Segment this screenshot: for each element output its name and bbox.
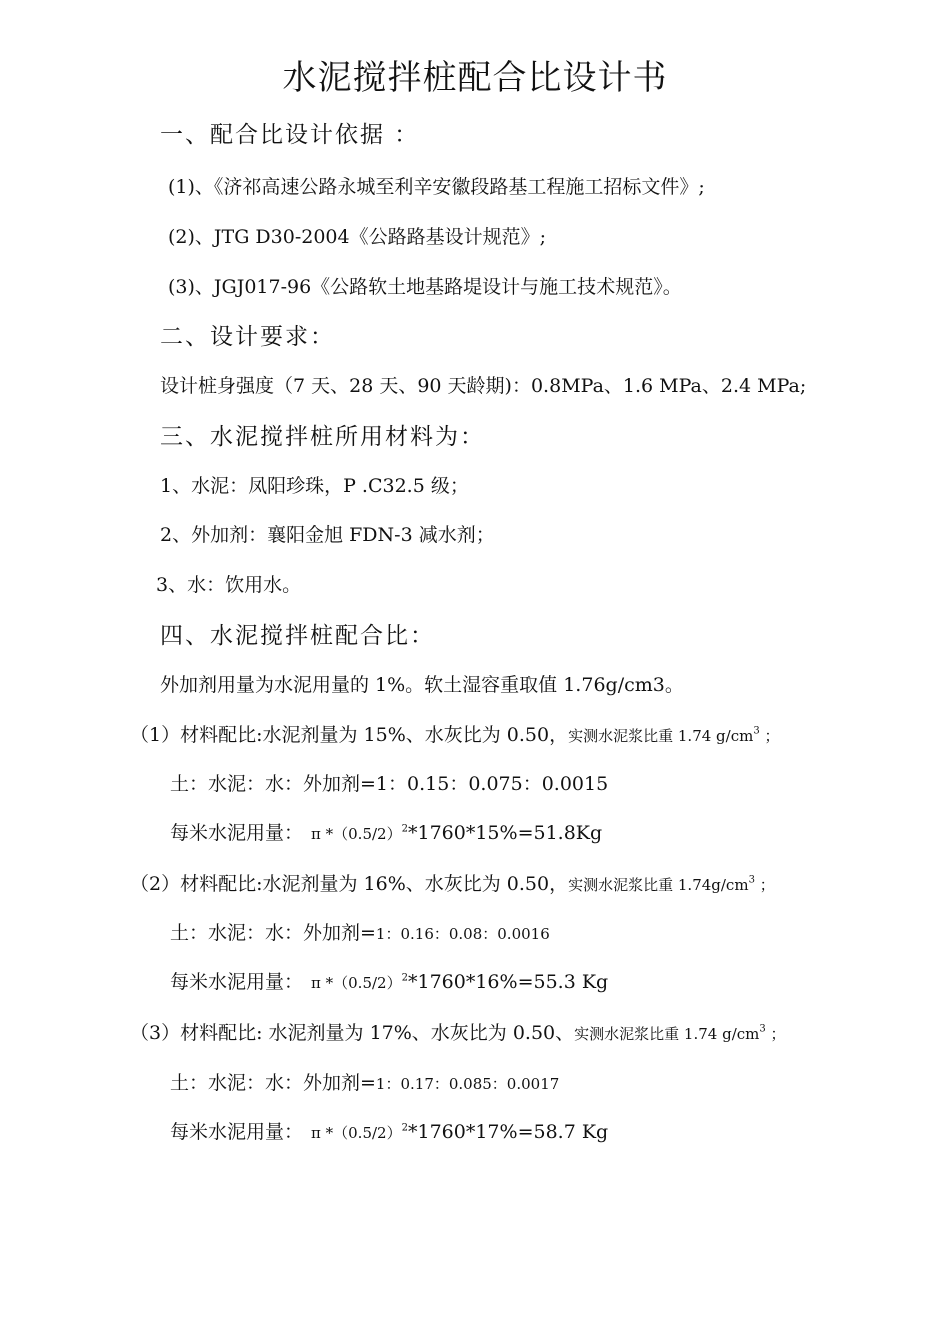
mix-3-density-note: 实测水泥浆比重 1.74 g/cm	[574, 1025, 760, 1043]
mix-3-cement-sup: 2	[401, 1122, 408, 1134]
mix-1-cement-label: 每米水泥用量：	[170, 822, 304, 844]
mix-3-spec-main: （3）材料配比: 水泥剂量为 17%、水灰比为 0.50、	[130, 1022, 575, 1044]
mix-3-ratio-value: 1：0.17：0.085：0.0017	[375, 1075, 560, 1093]
section-2-heading: 二、设计要求：	[160, 324, 335, 350]
mix-3-spec	[130, 1018, 786, 1045]
mix-2-spec-main: （2）材料配比:水泥剂量为 16%、水灰比为 0.50，	[130, 873, 569, 895]
mix-1-density-note: 实测水泥浆比重 1.74 g/cm	[568, 727, 754, 745]
mix-1-cement-sup: 2	[401, 823, 408, 835]
material-water: 3、水：饮用水。	[156, 574, 302, 596]
mix-1-spec-end: ；	[759, 727, 780, 745]
mix-2-ratio-label: 土：水泥：水：外加剂=	[170, 922, 376, 944]
mix-3-density-sup: 3	[759, 1023, 766, 1035]
mix-2-density-note: 实测水泥浆比重 1.74g/cm	[568, 876, 749, 894]
admixture-intro: 外加剂用量为水泥用量的 1%。软土湿容重取值 1.76g/cm3。	[160, 674, 684, 696]
mix-3-spec-end: ；	[765, 1025, 786, 1043]
mix-2-cement-formula-b: *1760*16%=55.3 Kg	[407, 971, 609, 993]
mix-2-cement-per-meter	[170, 967, 608, 994]
mix-2-ratio-value: 1：0.16：0.08：0.0016	[375, 925, 550, 943]
mix-2-spec	[130, 869, 775, 896]
basis-item-3: (3)、JGJ017-96《公路软土地基路堤设计与施工技术规范》。	[168, 276, 682, 298]
mix-2-cement-label: 每米水泥用量：	[170, 971, 304, 993]
document-title: 水泥搅拌桩配合比设计书	[282, 58, 668, 98]
mix-1-spec-main: （1）材料配比:水泥剂量为 15%、水灰比为 0.50，	[130, 724, 569, 746]
mix-3-ratio	[170, 1068, 559, 1095]
mix-3-ratio-label: 土：水泥：水：外加剂=	[170, 1072, 376, 1094]
mix-1-cement-formula-a: π *（0.5/2）	[311, 825, 402, 843]
material-cement: 1、水泥：凤阳珍珠，P .C32.5 级；	[160, 475, 469, 497]
mix-3-cement-per-meter	[170, 1117, 608, 1144]
mix-2-cement-formula-a: π *（0.5/2）	[311, 974, 402, 992]
mix-3-cement-formula-a: π *（0.5/2）	[311, 1124, 402, 1142]
mix-2-ratio	[170, 918, 550, 945]
mix-1-spec	[130, 720, 779, 747]
mix-1-cement-formula-b: *1760*15%=51.8Kg	[407, 822, 603, 844]
design-strength-text: 设计桩身强度（7 天、28 天、90 天龄期)：0.8MPa、1.6 MPa、2.4 MPa;	[160, 375, 807, 397]
mix-2-cement-sup: 2	[401, 972, 408, 984]
section-4-heading: 四、水泥搅拌桩配合比：	[160, 623, 435, 649]
mix-2-spec-end: ；	[754, 876, 775, 894]
mix-1-cement-per-meter	[170, 818, 602, 845]
basis-item-1: (1)、《济祁高速公路永城至利辛安徽段路基工程施工招标文件》;	[168, 176, 705, 198]
material-admixture: 2、外加剂：襄阳金旭 FDN-3 减水剂；	[160, 524, 495, 546]
mix-1-ratio-value: 1：0.15：0.075：0.0015	[375, 773, 609, 795]
mix-3-cement-label: 每米水泥用量：	[170, 1121, 304, 1143]
mix-2-density-sup: 3	[748, 874, 755, 886]
section-1-heading: 一、配合比设计依据 ：	[160, 122, 420, 148]
basis-item-2: (2)、JTG D30-2004《公路路基设计规范》;	[168, 226, 547, 248]
mix-1-density-sup: 3	[753, 725, 760, 737]
mix-1-ratio	[170, 769, 608, 796]
section-3-heading: 三、水泥搅拌桩所用材料为：	[160, 424, 485, 450]
mix-1-ratio-label: 土：水泥：水：外加剂=	[170, 773, 376, 795]
mix-3-cement-formula-b: *1760*17%=58.7 Kg	[407, 1121, 609, 1143]
